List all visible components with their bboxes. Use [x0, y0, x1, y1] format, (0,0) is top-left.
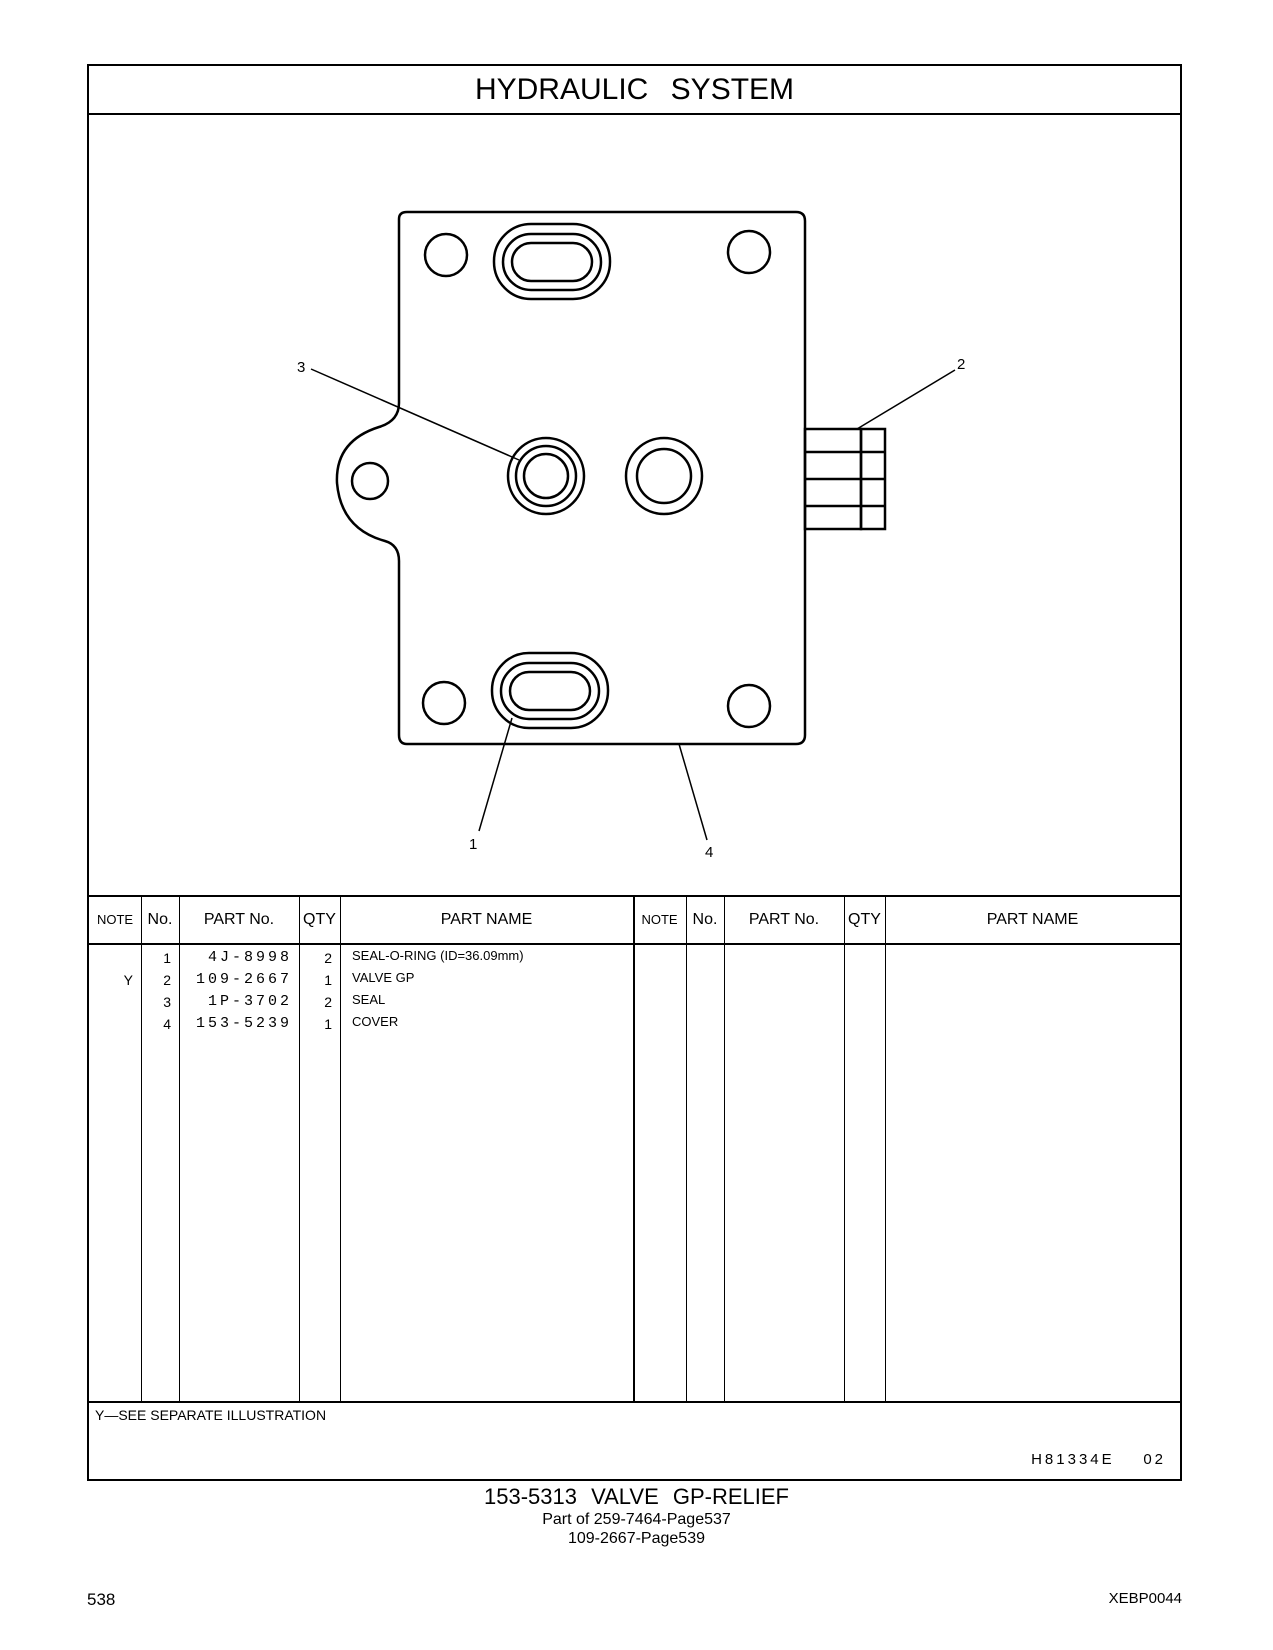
row-qty: 2 — [324, 950, 332, 966]
row-no: 2 — [163, 972, 171, 988]
port-seal-inner — [524, 454, 568, 498]
parts-page-frame — [87, 64, 1182, 1481]
leader-4 — [679, 744, 707, 840]
leader-1 — [479, 718, 512, 831]
leader-3 — [311, 369, 519, 460]
row-note — [89, 991, 133, 1013]
row-part-name: VALVE GP — [352, 970, 415, 985]
row-part-no: 109-2667 — [195, 971, 292, 988]
leader-2 — [857, 370, 955, 429]
callout-2: 2 — [957, 356, 966, 373]
row-part-name: COVER — [352, 1014, 399, 1029]
bolt-hole-bottom-left — [423, 682, 465, 724]
bolt-hole-top-right — [728, 231, 770, 273]
header-qty-2: QTY — [848, 911, 881, 928]
parts-list-table — [89, 895, 1180, 1403]
bottom-slot-inner — [510, 672, 590, 710]
callout-3: 3 — [297, 359, 306, 376]
exploded-view-illustration — [89, 113, 1180, 895]
illustration-reference: H81334E 02 — [1031, 1451, 1166, 1468]
header-part-name: PART NAME — [440, 911, 533, 928]
callout-1: 1 — [469, 836, 478, 853]
header-qty: QTY — [303, 911, 336, 928]
group-caption-title: 153-5313 VALVE GP-RELIEF — [484, 1484, 789, 1509]
top-slot-inner — [512, 243, 592, 281]
header-note-2: NOTE — [641, 912, 678, 927]
header-part-no: PART No. — [203, 911, 275, 928]
row-no: 4 — [163, 1016, 171, 1032]
row-note: Y — [123, 972, 133, 988]
header-part-name-2: PART NAME — [986, 911, 1079, 928]
row-note — [89, 947, 133, 969]
row-no: 1 — [163, 950, 171, 966]
row-qty: 2 — [324, 994, 332, 1010]
header-no: No. — [147, 911, 173, 928]
group-caption-reference: 109-2667-Page539 — [567, 1530, 705, 1547]
row-no: 3 — [163, 994, 171, 1010]
row-qty: 1 — [324, 972, 332, 988]
document-id: XEBP0044 — [1108, 1590, 1182, 1607]
section-title: HYDRAULIC SYSTEM — [89, 66, 1180, 115]
header-no-2: No. — [692, 911, 718, 928]
row-part-name: SEAL-O-RING (ID=36.09mm) — [352, 948, 524, 963]
bolt-hole-ear — [352, 463, 388, 499]
callout-4: 4 — [705, 844, 714, 861]
footnote: Y—SEE SEPARATE ILLUSTRATION — [95, 1407, 327, 1423]
row-qty: 1 — [324, 1016, 332, 1032]
row-part-no: 1P-3702 — [207, 993, 292, 1010]
row-note — [89, 1013, 133, 1035]
right-port-inner — [637, 449, 691, 503]
row-part-no: 4J-8998 — [207, 949, 292, 966]
bolt-hole-top-left — [425, 234, 467, 276]
page-number: 538 — [87, 1590, 116, 1609]
valve-cover-drawing — [89, 113, 1180, 895]
row-part-no: 153-5239 — [195, 1015, 292, 1032]
group-caption-part-of: Part of 259-7464-Page537 — [542, 1511, 731, 1528]
port-seal-outer — [508, 438, 584, 514]
row-part-name: SEAL — [352, 992, 386, 1007]
header-note: NOTE — [96, 912, 134, 927]
bolt-hole-bottom-right — [728, 685, 770, 727]
header-part-no-2: PART No. — [748, 911, 820, 928]
